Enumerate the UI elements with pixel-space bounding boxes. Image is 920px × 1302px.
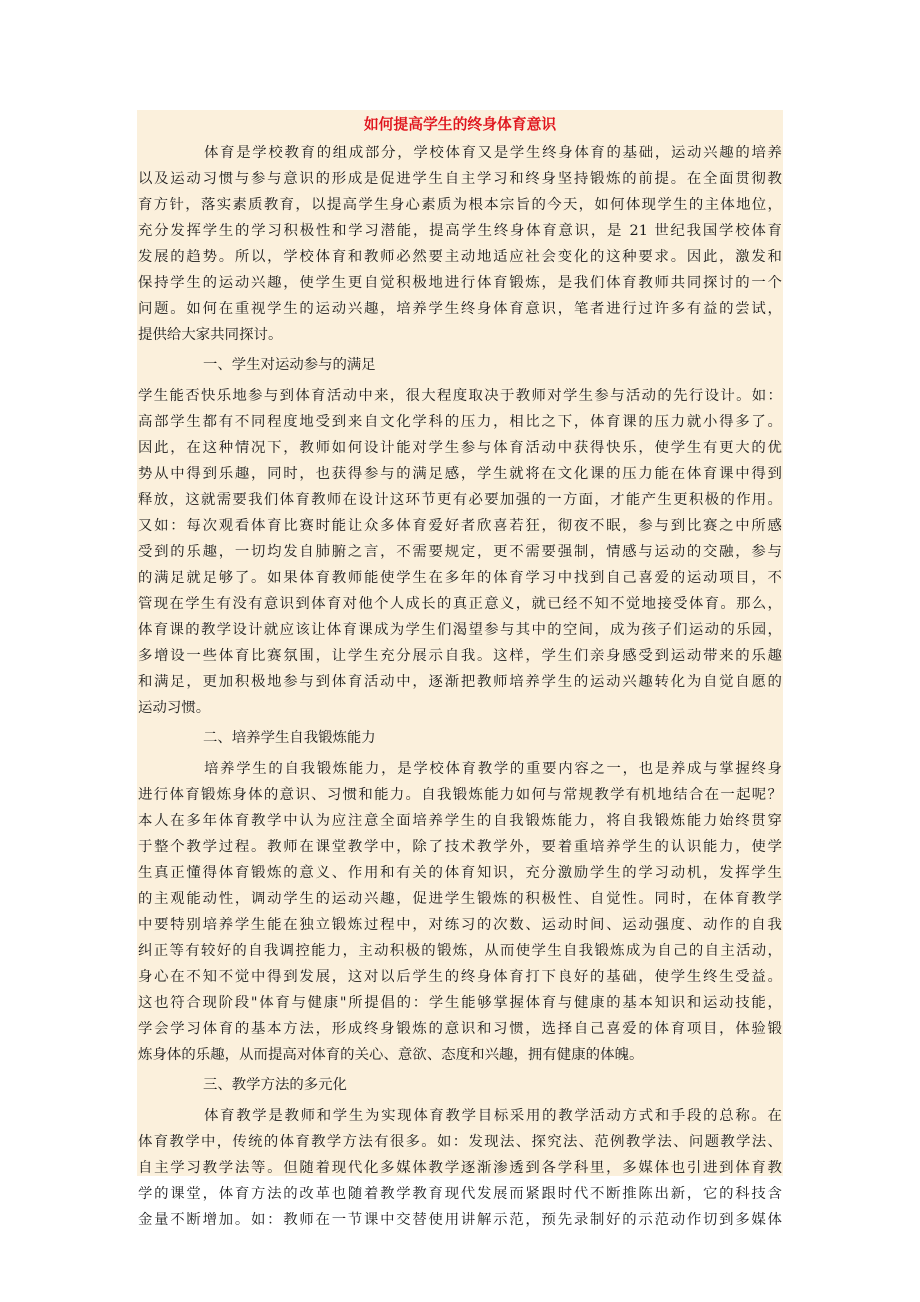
text-line: 又如：每次观看体育比赛时能让众多体育爱好者欣喜若狂，彻夜不眠，参与到比赛之中所感: [138, 518, 782, 534]
section-1-paragraph: [137, 383, 783, 721]
text-line: 中要特别培养学生能在独立锻炼过程中，对练习的次数、运动时间、运动强度、动作的自我: [138, 917, 782, 933]
text-line: 受到的乐趣，一切均发自肺腑之言，不需要规定，更不需要强制，情感与运动的交融，参与: [138, 544, 782, 560]
text-line: 于整个教学过程。教师在课堂教学中，除了技术教学外，要着重培养学生的认识能力，使学: [138, 839, 782, 855]
text-line: 体育课的教学设计就应该让体育课成为学生们渴望参与其中的空间，成为孩子们运动的乐园，: [138, 622, 782, 638]
section-2-heading: 二、培养学生自我锻炼能力: [203, 730, 376, 746]
text-line: 高部学生都有不同程度地受到来自文化学科的压力，相比之下，体育课的压力就小得多了。: [138, 414, 782, 430]
text-line: 保持学生的运动兴趣，使学生更自觉积极地进行体育锻炼，是我们体育教师共同探讨的一个: [138, 275, 782, 291]
text-line: 因此，在这种情况下，教师如何设计能对学生参与体育活动中获得快乐，使学生有更大的优: [138, 440, 782, 456]
text-line: 发展的趋势。所以，学校体育和教师必然要主动地适应社会变化的这种要求。因此，激发和: [138, 249, 782, 265]
text-line: 这也符合现阶段"体育与健康"所提倡的：学生能够掌握体育与健康的基本知识和运动技能，: [138, 995, 782, 1011]
text-line: 和满足，更加积极地参与到体育活动中，逐渐把教师培养学生的运动兴趣转化为自觉自愿的: [138, 674, 782, 690]
text-line: 身心在不知不觉中得到发展，这对以后学生的终身体育打下良好的基础，使学生终生受益。: [138, 969, 782, 985]
text-line: 提供给大家共同探讨。: [138, 327, 283, 343]
text-line: 学会学习体育的基本方法，形成终身锻炼的意识和习惯，选择自己喜爱的体育项目，体验锻: [138, 1021, 782, 1037]
document-title: 如何提高学生的终身体育意识: [363, 116, 557, 133]
text-line: 运动习惯。: [138, 700, 211, 716]
section-3-heading: 三、教学方法的多元化: [203, 1077, 347, 1093]
text-line: 多增设一些体育比赛氛围，让学生充分展示自我。这样，学生们亲身感受到运动带来的乐趣: [138, 648, 782, 664]
text-line: 炼身体的乐趣，从而提高对体育的关心、意欲、态度和兴趣，拥有健康的体魄。: [138, 1047, 644, 1063]
section-1-heading: 一、学生对运动参与的满足: [203, 357, 376, 373]
text-line: 的主观能动性，调动学生的运动兴趣，促进学生锻炼的积极性、自觉性。同时，在体育教学: [138, 891, 782, 907]
section-2-paragraph: [137, 756, 783, 1068]
text-line: 培养学生的自我锻炼能力，是学校体育教学的重要内容之一，也是养成与掌握终身: [204, 761, 782, 777]
text-line: 的满足就足够了。如果体育教师能使学生在多年的体育学习中找到自己喜爱的运动项目，不: [138, 570, 782, 586]
text-line: 自主学习教学法等。但随着现代化多媒体教学逐渐渗透到各学科里，多媒体也引进到体育教: [138, 1160, 782, 1176]
text-line: 充分发挥学生的学习积极性和学习潜能，提高学生终身体育意识，是 21 世纪我国学校体育: [138, 223, 782, 239]
text-line: 本人在多年体育教学中认为应注意全面培养学生的自我锻炼能力，将自我锻炼能力始终贯穿: [138, 813, 782, 829]
text-line: 体育是学校教育的组成部分，学校体育又是学生终身体育的基础，运动兴趣的培养: [204, 145, 782, 161]
text-line: 释放，这就需要我们体育教师在设计这环节更有必要加强的一方面，才能产生更积极的作用。: [138, 492, 782, 508]
text-line: 金量不断增加。如：教师在一节课中交替使用讲解示范，预先录制好的示范动作切到多媒体: [138, 1212, 782, 1228]
text-line: 学生能否快乐地参与到体育活动中来，很大程度取决于教师对学生参与活动的先行设计。如：: [138, 388, 782, 404]
text-line: 体育教学中，传统的体育教学方法有很多。如：发现法、探究法、范例教学法、问题教学法、: [138, 1134, 782, 1150]
document-page: [137, 110, 783, 1228]
text-line: 生真正懂得体育锻炼的意义、作用和有关的体育知识，充分激励学生的学习动机，发挥学生: [138, 865, 782, 881]
text-line: 问题。如何在重视学生的运动兴趣，培养学生终身体育意识，笔者进行过许多有益的尝试，: [138, 301, 782, 317]
text-line: 体育教学是教师和学生为实现体育教学目标采用的教学活动方式和手段的总称。在: [204, 1108, 782, 1124]
text-line: 纠正等有较好的自我调控能力，主动积极的锻炼，从而使学生自我锻炼成为自己的自主活动，: [138, 943, 782, 959]
text-line: 势从中得到乐趣，同时，也获得参与的满足感，学生就将在文化课的压力能在体育课中得到: [138, 466, 782, 482]
text-line: 育方针，落实素质教育，以提高学生身心素质为根本宗旨的今天，如何体现学生的主体地位，: [138, 197, 782, 213]
text-line: 以及运动习惯与参与意识的形成是促进学生自主学习和终身坚持锻炼的前提。在全面贯彻教: [138, 171, 782, 187]
intro-paragraph: [137, 140, 783, 348]
text-line: 进行体育锻炼身体的意识、习惯和能力。自我锻炼能力如何与常规教学有机地结合在一起呢？: [138, 787, 782, 803]
text-line: 管现在学生有没有意识到体育对他个人成长的真正意义，就已经不知不觉地接受体育。那么，: [138, 596, 782, 612]
text-line: 学的课堂，体育方法的改革也随着教学教育现代发展而紧跟时代不断推陈出新，它的科技含: [138, 1186, 782, 1202]
section-3-paragraph: [137, 1103, 783, 1233]
